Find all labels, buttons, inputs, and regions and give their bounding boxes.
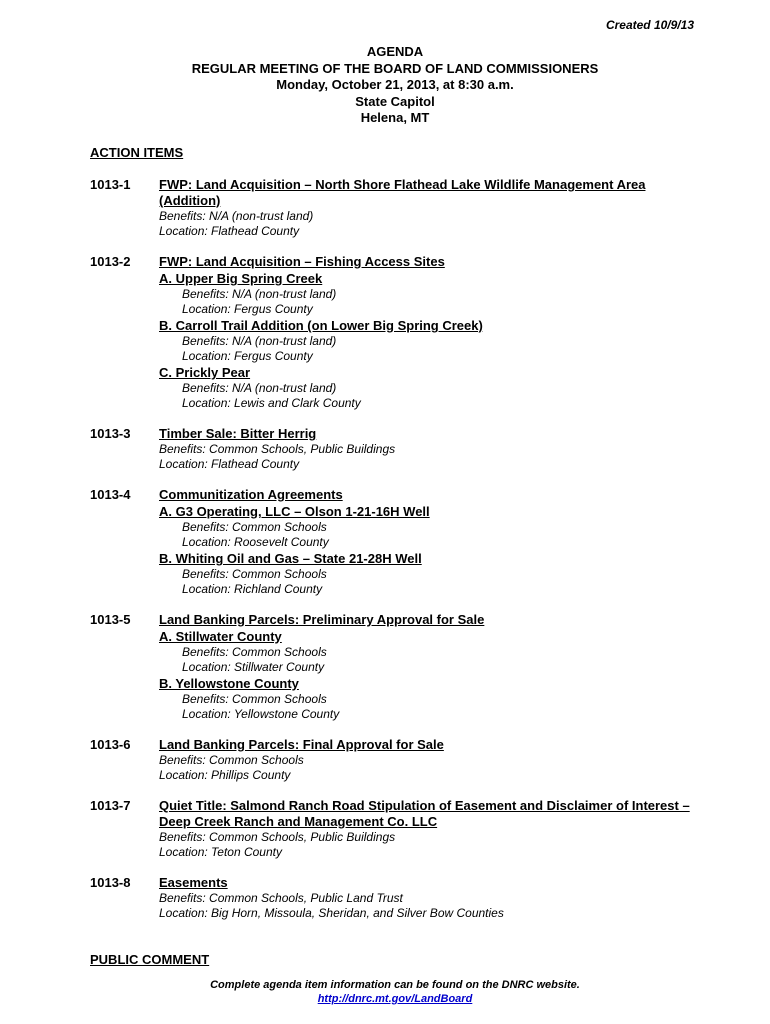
meeting-city: Helena, MT: [360, 110, 430, 125]
sub-item-location: Location: Stillwater County: [182, 660, 325, 674]
item-title: Land Banking Parcels: Preliminary Approval for Sale: [159, 612, 485, 627]
sub-item-location: Location: Lewis and Clark County: [182, 396, 361, 410]
dnrc-website-link[interactable]: http://dnrc.mt.gov/LandBoard: [317, 993, 473, 1005]
sub-item-benefits: Benefits: Common Schools: [182, 567, 327, 581]
sub-item-location: Location: Roosevelt County: [182, 535, 329, 549]
sub-item-title: C. Prickly Pear: [159, 365, 251, 380]
agenda-item: [90, 875, 690, 921]
public-comment-heading: PUBLIC COMMENT: [90, 952, 210, 967]
sub-item-benefits: Benefits: N/A (non-trust land): [182, 287, 337, 301]
footer-note: Complete agenda item information can be found on the DNRC website.: [210, 979, 580, 991]
sub-item-title: B. Whiting Oil and Gas – State 21-28H Well: [159, 551, 422, 566]
agenda-item: [90, 426, 690, 472]
action-items-heading: ACTION ITEMS: [90, 145, 184, 160]
item-number: 1013-4: [90, 487, 131, 502]
agenda-item: [90, 254, 690, 411]
sub-item: [159, 629, 690, 675]
item-number: 1013-6: [90, 737, 131, 752]
sub-item-location: Location: Fergus County: [182, 302, 313, 316]
agenda-item: [90, 737, 690, 783]
item-body: [159, 875, 690, 921]
item-location: Location: Big Horn, Missoula, Sheridan, and Silver Bow Counties: [159, 906, 504, 920]
sub-item-benefits: Benefits: Common Schools: [182, 520, 327, 534]
sub-item-title: B. Yellowstone County: [159, 676, 299, 691]
agenda-item: [90, 177, 690, 239]
item-location: Location: Flathead County: [159, 457, 300, 471]
agenda-item: [90, 487, 690, 597]
meeting-venue: State Capitol: [355, 93, 435, 109]
sub-item-location: Location: Fergus County: [182, 349, 313, 363]
sub-item-location: Location: Richland County: [182, 582, 323, 596]
sub-item-benefits: Benefits: N/A (non-trust land): [182, 334, 337, 348]
item-title: Quiet Title: Salmond Ranch Road Stipulation of Easement and Disclaimer of Interest – Deep Creek Ranch and Management Co. LLC: [159, 798, 690, 829]
sub-item: [159, 676, 690, 722]
item-location: Location: Flathead County: [159, 224, 300, 238]
sub-item-benefits: Benefits: Common Schools: [182, 645, 327, 659]
meeting-date: Monday, October 21, 2013, at 8:30 a.m.: [276, 77, 514, 92]
item-benefits: Benefits: Common Schools, Public Land Trust: [159, 891, 403, 905]
item-body: [159, 612, 690, 722]
item-number: 1013-8: [90, 875, 131, 890]
sub-item-title: A. G3 Operating, LLC – Olson 1-21-16H Well: [159, 504, 430, 519]
item-title: Communitization Agreements: [159, 487, 343, 502]
item-body: [159, 487, 690, 597]
item-location: Location: Phillips County: [159, 768, 291, 782]
sub-item: [159, 551, 690, 597]
sub-item-title: B. Carroll Trail Addition (on Lower Big Spring Creek): [159, 318, 483, 333]
item-number: 1013-5: [90, 612, 131, 627]
sub-item-benefits: Benefits: Common Schools: [182, 692, 327, 706]
meeting-title: REGULAR MEETING OF THE BOARD OF LAND COMMISSIONERS: [191, 60, 599, 76]
item-benefits: Benefits: Common Schools: [159, 753, 304, 767]
item-number: 1013-2: [90, 254, 131, 269]
agenda-header: [0, 44, 770, 127]
sub-item-location: Location: Yellowstone County: [182, 707, 340, 721]
agenda-title: AGENDA: [366, 44, 424, 59]
item-body: [159, 737, 690, 783]
sub-item: [159, 504, 690, 550]
item-body: [159, 426, 690, 472]
item-number: 1013-7: [90, 798, 131, 813]
sub-item-title: A. Upper Big Spring Creek: [159, 271, 323, 286]
item-body: [159, 177, 690, 239]
item-title: Land Banking Parcels: Final Approval for Sale: [159, 737, 444, 752]
item-number: 1013-3: [90, 426, 131, 441]
sub-item: [159, 318, 690, 364]
agenda-item: [90, 612, 690, 722]
footer: [0, 978, 770, 1006]
sub-item-title: A. Stillwater County: [159, 629, 282, 644]
sub-item: [159, 271, 690, 317]
agenda-item: [90, 798, 690, 860]
sub-item-benefits: Benefits: N/A (non-trust land): [182, 381, 337, 395]
item-benefits: Benefits: Common Schools, Public Buildings: [159, 830, 396, 844]
action-items-list: [90, 177, 690, 936]
item-benefits: Benefits: Common Schools, Public Buildings: [159, 442, 396, 456]
item-number: 1013-1: [90, 177, 131, 192]
item-title: Easements: [159, 875, 228, 890]
item-title: FWP: Land Acquisition – Fishing Access Sites: [159, 254, 445, 269]
item-title: Timber Sale: Bitter Herrig: [159, 426, 317, 441]
item-body: [159, 798, 690, 860]
item-body: [159, 254, 690, 411]
sub-item: [159, 365, 690, 411]
item-benefits: Benefits: N/A (non-trust land): [159, 209, 314, 223]
item-location: Location: Teton County: [159, 845, 282, 859]
created-date: Created 10/9/13: [605, 18, 694, 32]
item-title: FWP: Land Acquisition – North Shore Flathead Lake Wildlife Management Area (Addition): [159, 177, 646, 208]
